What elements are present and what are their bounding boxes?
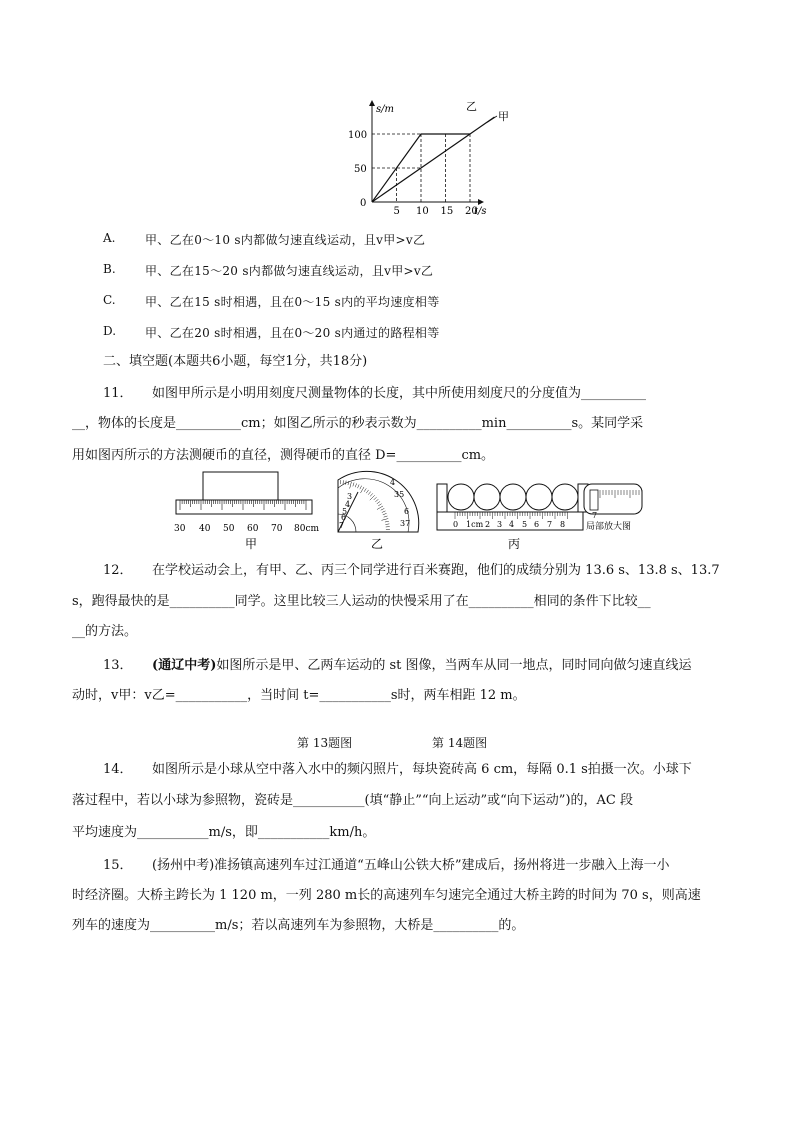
coin [500,484,526,510]
ruler-c-tick-label: 0 [453,520,459,529]
tick-mark [353,483,354,487]
tick-mark [384,516,388,517]
figure-c-coins [437,484,642,551]
watch-outer-label: 35 [394,490,405,499]
y-tick-label: 100 [348,130,368,141]
tick-mark [385,521,389,522]
ruler-c-tick-label: 2 [485,520,491,529]
watch-inner-label: 5 [342,507,348,516]
measured-block [203,472,278,500]
q13-line1 [103,656,692,676]
zoom-callout [584,484,642,514]
y-tick-label: 0 [360,198,367,209]
figure-a-label: 甲 [245,537,258,551]
series-label-leader [487,116,497,122]
option-a-text: 甲、乙在0～10 s内都做匀速直线运动，且v甲>v乙 [145,233,426,247]
watch-inner-label: 6 [341,513,347,522]
series-label-b: 乙 [466,100,477,113]
tick-mark [360,486,362,490]
option-c-letter: C. [103,293,116,307]
left-clamp [437,484,447,512]
ruler-c-tick-label: 4 [509,520,515,529]
coin [552,484,578,510]
tick-mark [383,513,387,514]
x-axis-arrow [478,199,484,205]
ruler-a-tick-marks [180,500,306,510]
q13-line2: 动时，v甲：v乙=___________，当时间 t=___________s时，两车相距 12 m。 [72,688,526,703]
tick-mark [377,506,383,510]
q14-line1: 14． 如图所示是小球从空中落入水中的频闪照片，每块瓷砖高 6 cm，每隔 0.1 s拍摄一次。小球下 [103,762,692,777]
ruler-a-tick-label: 70 [271,524,283,534]
option-d-text: 甲、乙在20 s时相遇，且在0～20 s内通过的路程相等 [145,326,440,340]
q14-line3: 平均速度为___________m/s，即___________km/h。 [72,825,376,840]
q15-line3: 列车的速度为__________m/s；若以高速列车为参照物，大桥是__________的。 [72,918,525,933]
q12-line2: s，跑得最快的是__________同学。这里比较三人运动的快慢采用了在__________相同的条件下比较__ [72,594,651,609]
ruler-a-body [176,500,312,514]
ruler-a-tick-label: 50 [223,524,235,534]
tick-mark [368,492,371,495]
ruler-c-tick-marks [455,512,568,519]
y-axis-arrow [369,100,375,106]
q14-line2: 落过程中，若以小球为参照物，瓷砖是___________(填“静止”“向上运动”或“向下运动”)的，AC 段 [72,793,633,808]
q15-line2: 时经济圈。大桥主跨长为 1 120 m，一列 280 m长的高速列车匀速完全通过大桥主跨的时间为 70 s，则高速 [72,888,701,903]
zoom-tick-label: 7 [592,511,598,520]
tick-mark [364,488,366,491]
ruler-c-tick-label: 1cm [466,520,484,529]
chart-axes [369,100,484,205]
option-b-text: 甲、乙在15～20 s内都做匀速直线运动，且v甲>v乙 [145,264,434,278]
x-tick-label: 15 [440,206,454,217]
watch-inner-label: 3 [347,492,353,501]
q13-source-tag: (通辽中考) [152,658,217,673]
chart-series [372,117,495,202]
tick-mark [381,508,385,510]
tick-mark [358,484,360,488]
q11-line2: __，物体的长度是__________cm；如图乙所示的秒表示数为__________min__________s。某同学采 [72,416,644,431]
watch-outer-label: 6 [404,507,410,516]
zoom-caption: 局部放大图 [586,522,632,532]
q15-line1: 15． (扬州中考)准扬镇高速列车过江通道“五峰山公铁大桥”建成后，扬州将进一步融入上海一小 [103,858,670,873]
watch-inner-label: 7 [339,521,345,530]
ruler-c-tick-label: 3 [497,520,503,529]
ruler-a-tick-label: 80cm [294,524,320,534]
tick-mark [366,490,368,493]
tick-mark [381,519,388,521]
tick-mark [382,511,386,513]
q10-st-chart [340,98,509,220]
watch-inner-label: 4 [345,500,351,509]
tick-mark [370,493,373,496]
y-axis-label: s/m [376,104,394,115]
ruler-a-tick-label: 30 [174,524,186,534]
section-heading: 二、填空题(本题共6小题，每空1分，共18分) [103,354,368,369]
x-tick-label: 5 [393,206,400,217]
coin [474,484,500,510]
y-tick-label: 50 [354,164,367,175]
watch-outer-label: 37 [400,519,411,528]
tick-mark [385,524,389,525]
figure-a-ruler [174,472,319,551]
q13-line1-text: 如图所示是甲、乙两车运动的 st 图像，当两车从同一地点，同时同向做匀速直线运 [216,658,692,673]
series-line [372,117,495,202]
q13-number: 13． [103,658,153,673]
q12-line1: 12． 在学校运动会上，有甲、乙、丙三个同学进行百米赛跑，他们的成绩分别为 13.6 s、13.8 s、13.7 [103,563,720,578]
caption-q13-figure: 第 13题图 [297,736,353,750]
ruler-a-tick-label: 40 [199,524,211,534]
q12-line3: __的方法。 [72,624,138,639]
option-c-text: 甲、乙在15 s时相遇，且在0～15 s内的平均速度相等 [145,295,440,309]
q11-line3: 用如图丙所示的方法测硬币的直径，测得硬币的直径 D=__________cm。 [72,448,495,463]
coin [448,484,474,510]
q11-figures [172,470,652,552]
ruler-c-tick-label: 6 [534,520,540,529]
tick-mark [377,501,380,503]
option-a-letter: A. [103,231,116,245]
ruler-c-tick-label: 5 [522,520,528,529]
tick-mark [375,499,378,502]
watch-outer-label: 4 [390,478,396,487]
tick-mark [374,497,377,500]
tick-mark [361,487,365,493]
coin [526,484,552,510]
figure-c-label: 丙 [508,537,521,551]
x-tick-label: 20 [465,206,478,217]
x-axis-label: t/s [474,206,487,217]
tick-mark [355,483,356,487]
tick-mark [378,504,381,506]
ruler-a-tick-label: 60 [247,524,259,534]
ruler-c-tick-label: 7 [547,520,553,529]
ruler-c-tick-label: 8 [560,520,566,529]
caption-q14-figure: 第 14题图 [432,736,488,750]
option-b-letter: B. [103,262,116,276]
figure-b-stopwatch [338,471,419,551]
tick-mark [346,481,347,485]
tick-mark [350,482,352,489]
x-tick-label: 10 [416,206,429,217]
q11-line1: 11． 如图甲所示是小明用刻度尺测量物体的长度，其中所使用刻度尺的分度值为__________ [103,386,647,401]
series-label-a: 甲 [497,110,509,123]
option-d-letter: D. [103,324,117,338]
figure-b-label: 乙 [371,537,384,551]
